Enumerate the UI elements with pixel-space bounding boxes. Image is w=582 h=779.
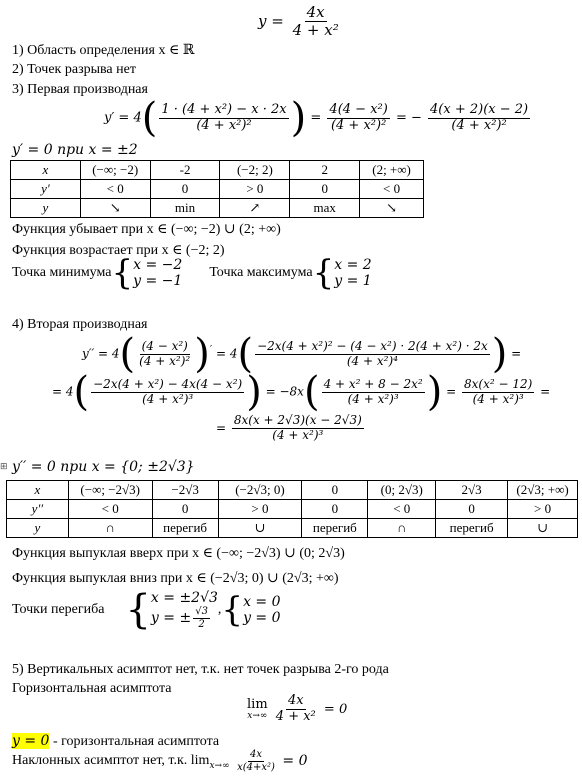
- table1-cell: max: [290, 199, 360, 218]
- table2-cell: перегиб: [302, 519, 368, 538]
- infl-comma: ,: [217, 602, 222, 618]
- infl-y1-frac: [193, 606, 210, 630]
- sd-l1-f2-num: −2x(4 + x²)² − (4 − x²) · 2(4 + x²) · 2x: [257, 338, 488, 353]
- paren-open: (: [141, 95, 158, 141]
- infl-y1-num: √3: [195, 606, 208, 618]
- table2-cell: ∩: [368, 519, 436, 538]
- fd-f2-num: 4(4 − x²): [329, 101, 388, 117]
- lim-word: lim: [247, 697, 268, 713]
- table2-cell: < 0: [368, 500, 436, 519]
- table1-cell: ↘: [80, 199, 150, 218]
- sd-l3-frac: [232, 414, 364, 443]
- sd-l1-lhs: y′′ = 4: [82, 346, 120, 361]
- paren-close: ): [194, 331, 210, 377]
- title-formula: [258, 4, 343, 40]
- table1-cell: y′: [11, 180, 81, 199]
- sd-l1-eq: = 4: [215, 346, 238, 361]
- table1-row: [11, 199, 424, 218]
- sd-l3-lhs: =: [216, 420, 227, 435]
- table1-cell: 2: [290, 161, 360, 180]
- table2-cell: ∩: [68, 519, 152, 538]
- table1-cell: ↘: [360, 199, 424, 218]
- table2-cell: −2√3: [152, 481, 218, 500]
- oblique-den: x(4+x²): [237, 761, 275, 773]
- sd-l2-lhs: = 4: [52, 384, 74, 399]
- table2-cell: y′′: [7, 500, 69, 519]
- sd-l1-frac1: [137, 340, 192, 369]
- table1-cell: -2: [150, 161, 220, 180]
- max-system: [334, 257, 371, 289]
- table1-row: [11, 180, 424, 199]
- table2-cell: перегиб: [436, 519, 508, 538]
- table1-cell: < 0: [360, 180, 424, 199]
- convex-up-text: Функция выпуклая вверх при x ∈ (−∞; −2√3) ∪ (0; 2√3): [12, 546, 345, 561]
- table1-cell: (−∞; −2): [80, 161, 150, 180]
- table1-cell: 0: [290, 180, 360, 199]
- table-move-handle-icon[interactable]: ⊞: [0, 462, 8, 472]
- horizontal-asymptote-line: [12, 733, 219, 750]
- min-system: [133, 257, 182, 289]
- sd-l2-eq1: = −8x: [265, 384, 304, 399]
- table2-cell: 0: [302, 500, 368, 519]
- paren-open: (: [119, 331, 136, 377]
- decreasing-text: Функция убывает при x ∈ (−∞; −2) ∪ (2; +∞): [12, 222, 281, 237]
- table2-row: [7, 481, 578, 500]
- table2-cell: y: [7, 519, 69, 538]
- lim-num: 4x: [287, 693, 304, 708]
- item-vertical-asymptotes: 5) Вертикальных асимптот нет, т.к. нет точек разрыва 2-го рода: [12, 662, 389, 677]
- paren-close: ): [246, 369, 262, 415]
- horizontal-asymptote-text: - горизонтальная асимптота: [49, 734, 220, 749]
- sd-l1-frac2: [255, 340, 490, 369]
- oblique-sub: x→∞: [209, 761, 230, 772]
- table2-cell: 0: [152, 500, 218, 519]
- paren-open: (: [237, 331, 254, 377]
- paren-close: ): [426, 369, 443, 415]
- fd-frac3: [428, 103, 530, 134]
- min-x: x = −2: [133, 256, 183, 273]
- fd-f1-num: 1 · (4 + x²) − x · 2x: [161, 101, 287, 117]
- fd-eq1: =: [310, 110, 322, 126]
- sd-l2-end: =: [540, 384, 551, 399]
- infl-system2: [243, 594, 280, 626]
- inflection-label: Точки перегиба: [12, 602, 105, 618]
- sd-l2-f3-num: 8x(x² − 12): [464, 376, 533, 391]
- max-label: Точка максимума: [209, 265, 313, 280]
- oblique-result: = 0: [282, 753, 308, 769]
- table2-row: [7, 500, 578, 519]
- sd-l2-frac1: [91, 378, 244, 407]
- first-derivative-formula: [104, 95, 532, 141]
- brace-infl2: {: [221, 590, 244, 631]
- paren-open: (: [73, 369, 90, 415]
- paren-close: ): [491, 331, 508, 377]
- monotonicity-table: [10, 160, 424, 218]
- lim-sub: x→∞: [247, 711, 268, 722]
- infl-x1: x = ±2√3: [150, 590, 218, 606]
- inflection-points: [12, 587, 281, 634]
- brace-infl1: {: [125, 587, 151, 634]
- title-den: 4 + x²: [292, 21, 339, 40]
- table1-cell: y: [11, 199, 81, 218]
- second-derivative-line2: [52, 369, 551, 415]
- table1-cell: < 0: [80, 180, 150, 199]
- fd-lhs: y′ = 4: [104, 110, 142, 126]
- table2-cell: > 0: [508, 500, 578, 519]
- table2-row: [7, 519, 578, 538]
- table1-cell: 0: [150, 180, 220, 199]
- fd-frac2: [327, 103, 389, 134]
- oblique-frac: [235, 749, 277, 773]
- title-fraction: [291, 4, 341, 40]
- paren-close: ): [290, 95, 307, 141]
- second-derivative-zero: y′′ = 0 при x = {0; ±2√3}: [12, 459, 195, 475]
- oblique-num: 4x: [249, 749, 262, 760]
- fd-f3-den: (4 + x²)²: [451, 117, 507, 133]
- table2-cell: < 0: [68, 500, 152, 519]
- sd-l1-f2-den: (4 + x²)⁴: [346, 353, 398, 368]
- convex-down-text: Функция выпуклая вниз при x ∈ (−2√3; 0) ∪ (2√3; +∞): [12, 571, 339, 586]
- table1-cell: (−2; 2): [220, 161, 290, 180]
- table2-cell: (−2√3; 0): [218, 481, 302, 500]
- table1-cell: > 0: [220, 180, 290, 199]
- first-derivative-zero: y′ = 0 при x = ±2: [12, 142, 138, 158]
- fd-f2-den: (4 + x²)²: [330, 117, 387, 133]
- increasing-text: Функция возрастает при x ∈ (−2; 2): [12, 243, 225, 258]
- table2-cell: 2√3: [436, 481, 508, 500]
- table2-cell: (2√3; +∞): [508, 481, 578, 500]
- brace-min: {: [111, 253, 134, 293]
- table2-cell: ∪: [218, 519, 302, 538]
- item-first-derivative: 3) Первая производная: [12, 82, 148, 97]
- item-second-derivative: 4) Вторая производная: [12, 317, 148, 332]
- sd-l2-f2-num: 4 + x² + 8 − 2x²: [323, 376, 423, 391]
- sd-l2-f2-den: (4 + x²)³: [347, 391, 399, 406]
- lim-result: = 0: [323, 701, 348, 717]
- item-horizontal-asymptote: Горизонтальная асимптота: [12, 681, 172, 696]
- fd-f1-den: (4 + x²)²: [196, 117, 252, 133]
- table1-cell: min: [150, 199, 220, 218]
- title-lhs: y =: [258, 11, 284, 30]
- table1-row: [11, 161, 424, 180]
- title-num: 4x: [306, 3, 325, 21]
- fd-frac1: [159, 103, 288, 134]
- sd-l2-f1-den: (4 + x²)³: [142, 391, 194, 406]
- infl-x2: x = 0: [243, 593, 281, 610]
- oblique-asymptote-line: [12, 749, 308, 773]
- max-y: y = 1: [334, 273, 372, 289]
- sd-l2-f1-num: −2x(4 + x²) − 4x(4 − x²): [93, 376, 243, 391]
- table2-cell: x: [7, 481, 69, 500]
- max-x: x = 2: [334, 256, 372, 273]
- sd-l2-eq2: =: [446, 384, 457, 399]
- sd-l2-f3-den: (4 + x²)³: [472, 391, 524, 406]
- sd-l2-frac3: [462, 378, 534, 407]
- sd-l3-f-num: 8x(x + 2√3)(x − 2√3): [233, 413, 362, 427]
- horizontal-asymptote-highlight: y = 0: [12, 733, 50, 749]
- fd-f3-num: 4(x + 2)(x − 2): [430, 101, 529, 117]
- table2-cell: > 0: [218, 500, 302, 519]
- table1-cell: ↗: [220, 199, 290, 218]
- item-discontinuity: 2) Точек разрыва нет: [12, 62, 136, 77]
- extrema-points: [12, 253, 372, 293]
- table2-cell: 0: [436, 500, 508, 519]
- infl-y2: y = 0: [243, 610, 281, 627]
- sd-l3-f-den: (4 + x²)³: [272, 427, 324, 442]
- infl-y1-pre: y = ±: [150, 610, 192, 627]
- min-y: y = −1: [133, 273, 183, 289]
- table1-cell: (2; +∞): [360, 161, 424, 180]
- item-domain: 1) Область определения x ∈ ℝ: [12, 43, 195, 58]
- limit-formula: [247, 694, 347, 725]
- table2-cell: 0: [302, 481, 368, 500]
- min-label: Точка минимума: [12, 265, 112, 280]
- table2-cell: (−∞; −2√3): [68, 481, 152, 500]
- second-derivative-line3: [216, 414, 366, 443]
- table1-cell: x: [11, 161, 81, 180]
- paren-open: (: [303, 369, 320, 415]
- sd-l1-f1-num: (4 − x²): [141, 338, 188, 353]
- oblique-pre: Наклонных асимптот нет, т.к. lim: [12, 753, 210, 768]
- sd-prime: ′: [209, 344, 213, 356]
- sd-l1-end: =: [511, 346, 522, 361]
- infl-system1: [151, 590, 218, 630]
- second-derivative-line1: [82, 331, 522, 377]
- sd-l1-f1-den: (4 + x²)²: [139, 353, 191, 368]
- table2-cell: перегиб: [152, 519, 218, 538]
- table2-cell: ∪: [508, 519, 578, 538]
- infl-y1-den: 2: [198, 618, 205, 630]
- fd-eq2: = −: [395, 110, 422, 126]
- lim-operator: [247, 697, 268, 721]
- table2-cell: (0; 2√3): [368, 481, 436, 500]
- lim-frac: [274, 694, 318, 725]
- sd-l2-frac2: [322, 378, 425, 407]
- lim-den: 4 + x²: [275, 708, 316, 724]
- brace-max: {: [312, 253, 335, 293]
- infl-y1: [151, 606, 218, 630]
- convexity-table: [6, 480, 578, 538]
